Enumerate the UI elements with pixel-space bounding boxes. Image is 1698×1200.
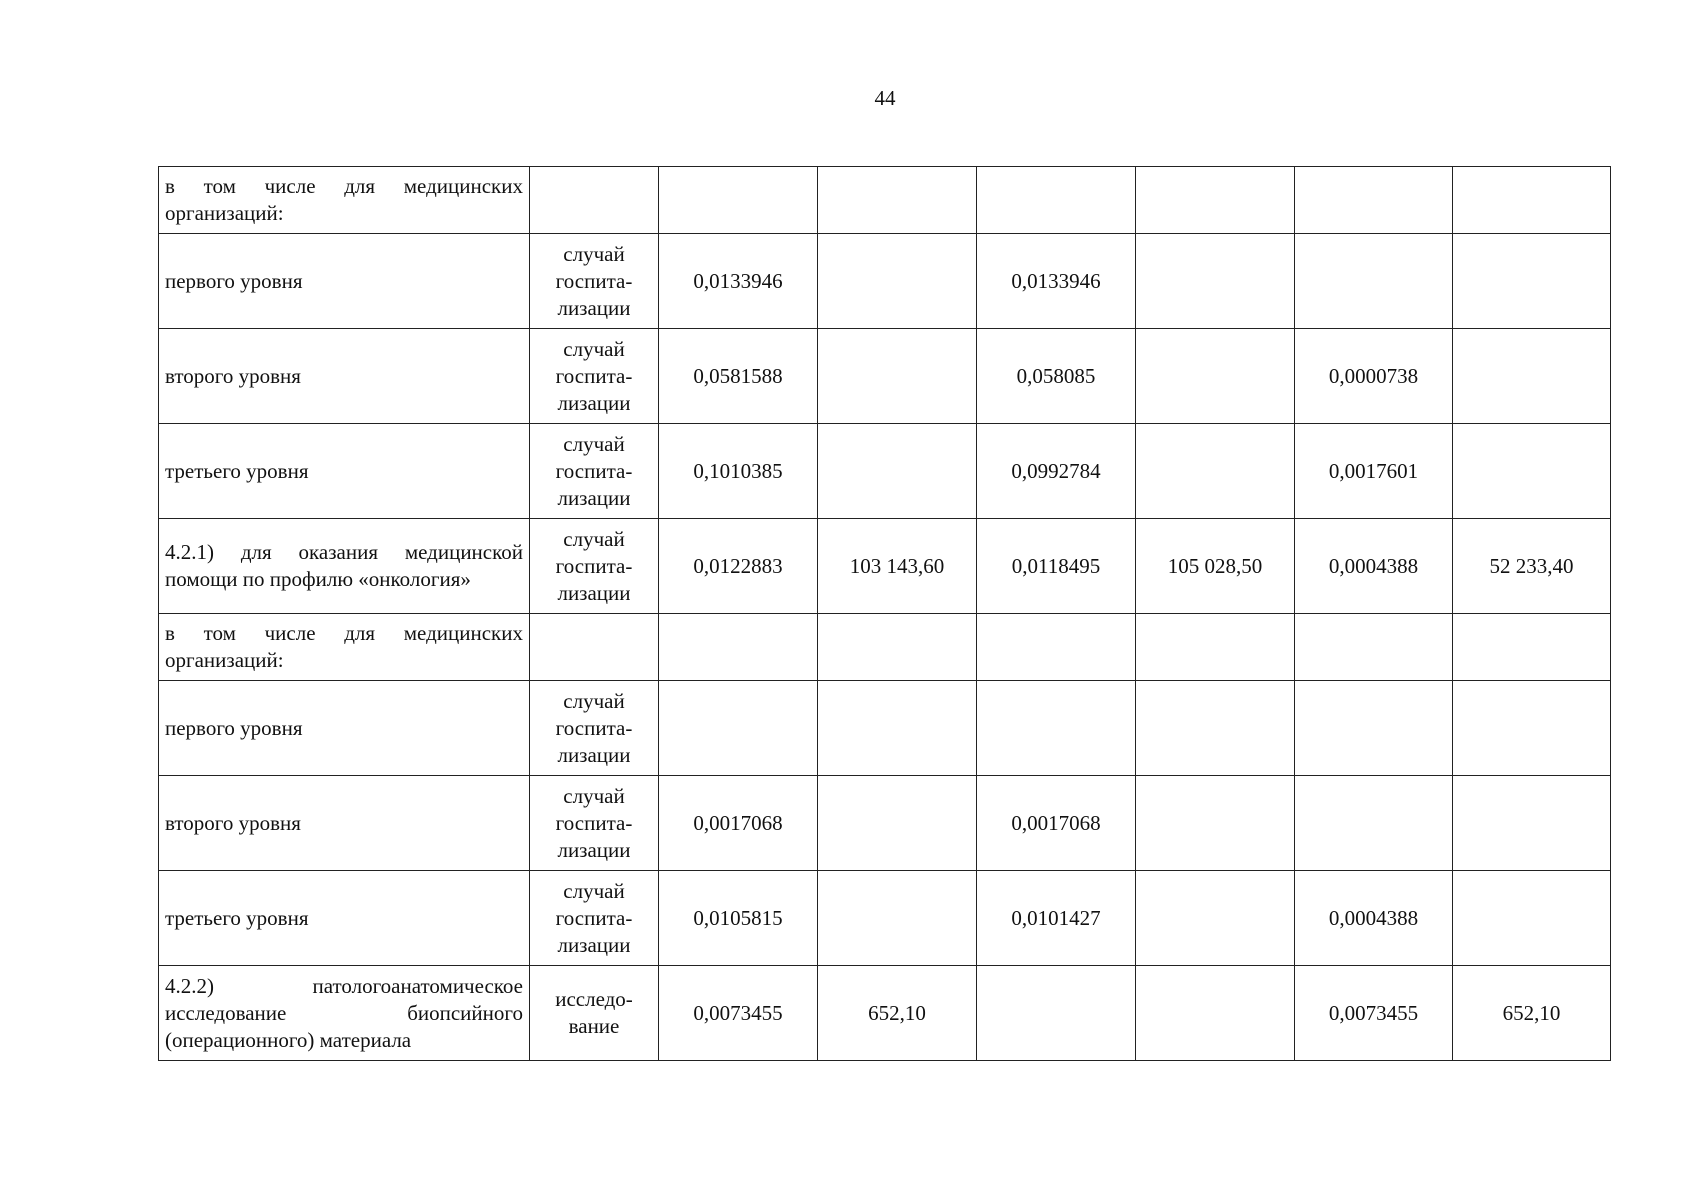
row-unit [530,519,659,614]
row-name: второго уровня [159,329,530,424]
value-cell [1136,776,1295,871]
value-cell: 0,0073455 [1295,966,1453,1061]
value-cell [818,871,977,966]
row-name: в том числе для медицинских организаций: [159,167,530,234]
table-row [159,966,1611,1061]
value-cell [818,776,977,871]
table-row [159,167,1611,234]
unit-line: госпита- [555,553,633,578]
row-name: 4.2.1) для оказания медицинской помощи по профилю «онкология» [159,519,530,614]
row-unit [530,234,659,329]
unit-line: случай [563,336,625,361]
value-cell [818,614,977,681]
value-cell: 0,0017068 [977,776,1136,871]
unit-line: случай [563,241,625,266]
page-number: 44 [874,86,896,110]
value-cell [1136,167,1295,234]
value-cell: 0,0073455 [659,966,818,1061]
value-cell [977,167,1136,234]
value-cell: 0,1010385 [659,424,818,519]
table-row [159,519,1611,614]
value-cell: 0,058085 [977,329,1136,424]
value-cell: 0,0101427 [977,871,1136,966]
value-cell [818,681,977,776]
unit-line: лизации [557,837,631,862]
value-cell [977,966,1136,1061]
value-cell [1453,424,1611,519]
unit-line: случай [563,526,625,551]
row-name: первого уровня [159,681,530,776]
value-cell [977,681,1136,776]
value-cell [818,424,977,519]
value-cell: 652,10 [1453,966,1611,1061]
unit-line: госпита- [555,363,633,388]
value-cell [1295,776,1453,871]
value-cell [1453,234,1611,329]
value-cell [818,329,977,424]
row-unit [530,871,659,966]
table-row [159,424,1611,519]
value-cell [1453,681,1611,776]
value-cell: 0,0105815 [659,871,818,966]
unit-line: случай [563,878,625,903]
unit-line: лизации [557,390,631,415]
unit-line: лизации [557,742,631,767]
value-cell [1136,329,1295,424]
value-cell: 0,0004388 [1295,871,1453,966]
table-row [159,234,1611,329]
value-cell [659,167,818,234]
value-cell: 0,0004388 [1295,519,1453,614]
row-unit [530,329,659,424]
value-cell [1136,424,1295,519]
value-cell: 0,0118495 [977,519,1136,614]
value-cell: 0,0017068 [659,776,818,871]
value-cell [1295,234,1453,329]
value-cell [977,614,1136,681]
value-cell: 0,0992784 [977,424,1136,519]
value-cell [659,681,818,776]
value-cell [1295,167,1453,234]
unit-line: госпита- [555,905,633,930]
row-unit [530,776,659,871]
value-cell: 0,0000738 [1295,329,1453,424]
value-cell [818,234,977,329]
table-row [159,614,1611,681]
unit-line: госпита- [555,458,633,483]
value-cell: 0,0133946 [659,234,818,329]
value-cell: 0,0581588 [659,329,818,424]
unit-line: лизации [557,932,631,957]
value-cell [818,167,977,234]
value-cell: 103 143,60 [818,519,977,614]
value-cell [1136,966,1295,1061]
value-cell [1453,776,1611,871]
value-cell [1136,681,1295,776]
value-cell: 52 233,40 [1453,519,1611,614]
data-table [158,166,1611,1061]
value-cell [1136,234,1295,329]
table-row [159,681,1611,776]
row-unit [530,681,659,776]
value-cell [659,614,818,681]
unit-line: лизации [557,295,631,320]
row-unit [530,614,659,681]
unit-line: лизации [557,485,631,510]
value-cell [1295,614,1453,681]
value-cell [1453,871,1611,966]
unit-line: случай [563,431,625,456]
value-cell: 105 028,50 [1136,519,1295,614]
unit-line: госпита- [555,810,633,835]
table-row [159,329,1611,424]
unit-line: случай [563,783,625,808]
value-cell [1295,681,1453,776]
unit-line: лизации [557,580,631,605]
row-name: третьего уровня [159,424,530,519]
row-unit [530,966,659,1061]
unit-line: случай [563,688,625,713]
row-name: третьего уровня [159,871,530,966]
unit-line: вание [568,1014,620,1038]
value-cell [1453,614,1611,681]
row-name: 4.2.2) патологоанатомическое исследование биопсийного (операционного) материала [159,966,530,1061]
table-row [159,776,1611,871]
value-cell: 0,0133946 [977,234,1136,329]
value-cell [1453,167,1611,234]
row-unit [530,424,659,519]
value-cell: 652,10 [818,966,977,1061]
value-cell: 0,0017601 [1295,424,1453,519]
unit-line: исследо- [555,987,633,1011]
row-name: второго уровня [159,776,530,871]
row-unit [530,167,659,234]
row-name: первого уровня [159,234,530,329]
value-cell [1136,614,1295,681]
value-cell [1136,871,1295,966]
unit-line: госпита- [555,715,633,740]
row-name: в том числе для медицинских организаций: [159,614,530,681]
value-cell [1453,329,1611,424]
value-cell: 0,0122883 [659,519,818,614]
table-row [159,871,1611,966]
unit-line: госпита- [555,268,633,293]
